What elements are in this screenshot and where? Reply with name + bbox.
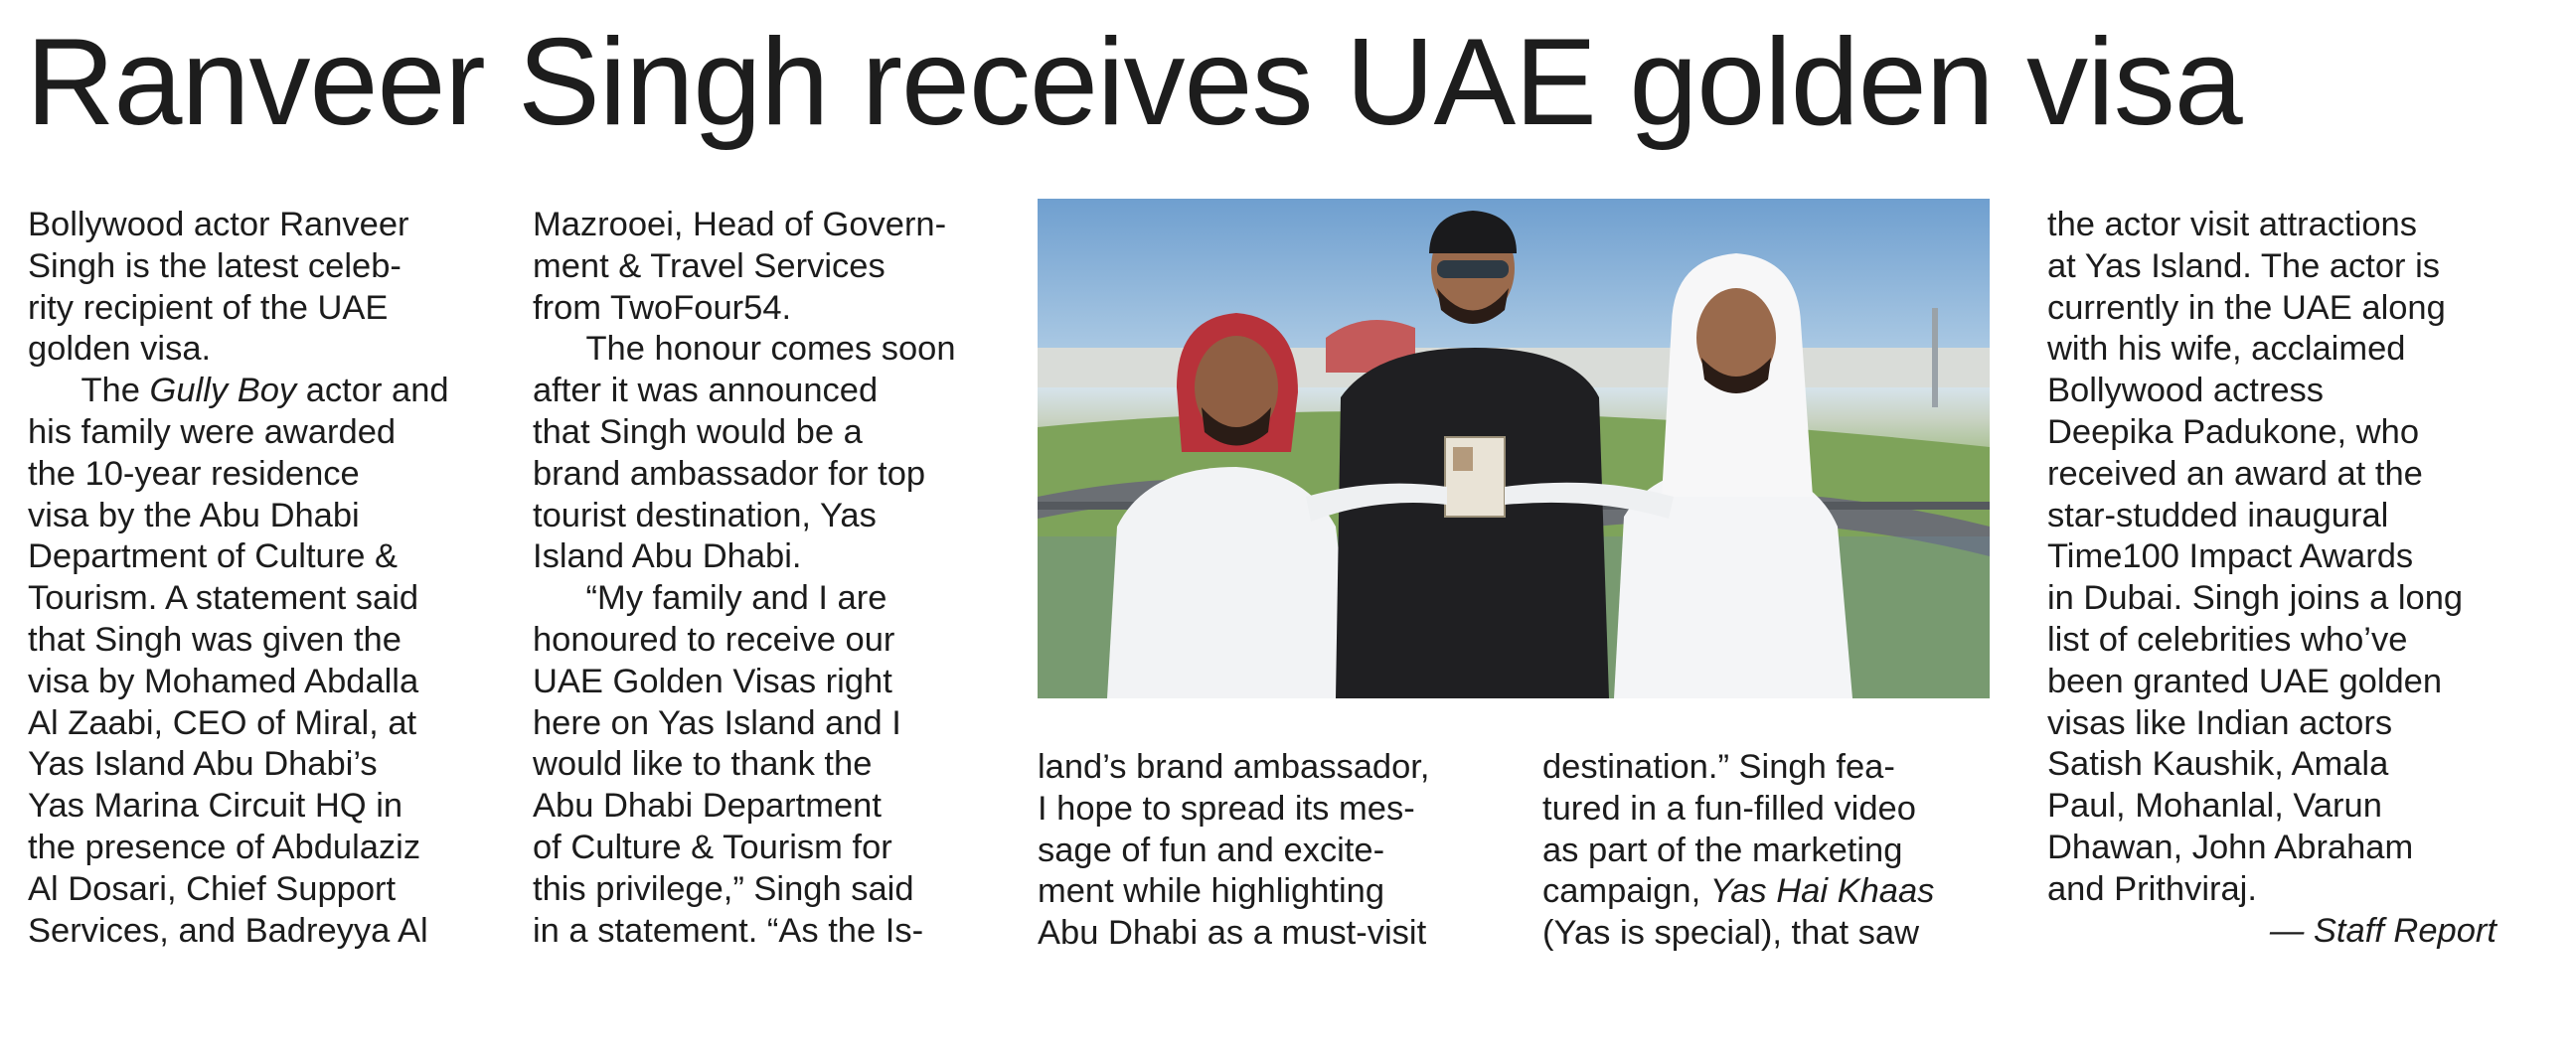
text-line: would like to thank the xyxy=(533,745,873,784)
text-line: that Singh was given the xyxy=(28,620,402,659)
paragraph-quote xyxy=(533,578,990,620)
text-line: the 10-year residence xyxy=(28,454,360,493)
text-line: Island Abu Dhabi. xyxy=(533,537,802,576)
text-line: star-studded inaugural xyxy=(2047,496,2389,534)
text-line: Services, and Badreyya Al xyxy=(28,911,428,950)
text-line: Al Zaabi, CEO of Miral, at xyxy=(28,703,417,742)
text-line: here on Yas Island and I xyxy=(533,703,901,742)
text-line: brand ambassador for top xyxy=(533,454,926,493)
paragraph-honour-cont xyxy=(533,371,990,578)
text-line: The honour comes soon xyxy=(585,330,956,369)
paragraph-continued xyxy=(533,205,990,329)
text-line: after it was announced xyxy=(533,372,879,410)
paragraph-video xyxy=(1542,747,1990,955)
text-line: currently in the UAE along xyxy=(2047,288,2446,327)
text-line: Abu Dhabi as a must-visit xyxy=(1038,914,1427,953)
middle-man-cap xyxy=(1429,211,1517,253)
text-line: ment while highlighting xyxy=(1038,872,1385,911)
campaign-title: Yas Hai Khaas xyxy=(1709,872,1935,911)
text-line: tured in a fun-filled video xyxy=(1542,789,1916,828)
text-line: Mazrooei, Head of Govern- xyxy=(533,206,947,243)
text-line: visa by Mohamed Abdalla xyxy=(28,662,419,700)
headline: Ranveer Singh receives UAE golden visa xyxy=(26,14,2242,151)
paragraph-intro xyxy=(28,205,475,371)
text-line: Bollywood actor Ranveer xyxy=(28,206,409,243)
sunglasses xyxy=(1437,260,1509,278)
paragraph-award xyxy=(28,371,475,412)
text-line: been granted UAE golden xyxy=(2047,662,2443,700)
text-line: with his wife, acclaimed xyxy=(2047,330,2406,369)
text-line: ment & Travel Services xyxy=(533,246,886,285)
text-line: Deepika Padukone, who xyxy=(2047,412,2420,451)
paragraph-quote-cont xyxy=(1038,747,1485,955)
article-photo xyxy=(1038,199,1990,698)
text-line: I hope to spread its mes- xyxy=(1038,789,1415,828)
photo-illustration xyxy=(1038,199,1990,698)
text-line: the presence of Abdulaziz xyxy=(28,828,421,866)
text-line: UAE Golden Visas right xyxy=(533,662,892,700)
text-line: visas like Indian actors xyxy=(2047,703,2393,742)
text-run: campaign, xyxy=(1542,872,1710,911)
byline: — Staff Report xyxy=(2269,911,2496,950)
article-column-1 xyxy=(28,205,475,952)
text-line: tourist destination, Yas xyxy=(533,496,877,534)
text-line: Paul, Mohanlal, Varun xyxy=(2047,787,2382,826)
text-line: Tourism. A statement said xyxy=(28,579,419,618)
text-line: in Dubai. Singh joins a long xyxy=(2047,579,2464,618)
text-line: rity recipient of the UAE xyxy=(28,288,389,327)
text-line: of Culture & Tourism for xyxy=(533,828,892,866)
text-line: golden visa. xyxy=(28,330,212,369)
text-line: Time100 Impact Awards xyxy=(2047,537,2414,576)
text-line xyxy=(28,371,475,412)
text-line: land’s brand ambassador, xyxy=(1038,748,1430,786)
text-line: honoured to receive our xyxy=(533,620,895,659)
article-column-5 xyxy=(2047,205,2514,952)
text-line: visa by the Abu Dhabi xyxy=(28,496,360,534)
text-line: his family were awarded xyxy=(28,412,397,451)
text-line: destination.” Singh fea- xyxy=(1542,748,1895,786)
article-column-3 xyxy=(1038,747,1485,955)
text-line: Department of Culture & xyxy=(28,537,399,576)
text-line: Yas Marina Circuit HQ in xyxy=(28,787,403,826)
text-line: “My family and I are xyxy=(585,579,887,618)
paragraph-honour xyxy=(533,329,990,371)
text-line: sage of fun and excite- xyxy=(1038,831,1385,869)
light-tower xyxy=(1932,308,1938,407)
middle-man-jacket xyxy=(1336,348,1609,698)
paragraph-closing xyxy=(2047,205,2514,911)
text-line: Satish Kaushik, Amala xyxy=(2047,745,2389,784)
text-line: Bollywood actress xyxy=(2047,372,2325,410)
text-line: (Yas is special), that saw xyxy=(1542,914,1919,953)
text-line: Abu Dhabi Department xyxy=(533,787,882,826)
text-line: that Singh would be a xyxy=(533,412,863,451)
text-line: list of celebrities who’ve xyxy=(2047,620,2408,659)
text-line: Yas Island Abu Dhabi’s xyxy=(28,745,378,784)
article-column-4 xyxy=(1542,747,1990,955)
text-line: received an award at the xyxy=(2047,454,2423,493)
text-line: this privilege,” Singh said xyxy=(533,869,914,908)
text-run: actor and xyxy=(296,372,449,410)
paragraph-award-cont xyxy=(28,412,475,952)
text-line: and Prithviraj. xyxy=(2047,869,2257,908)
text-line: Singh is the latest celeb- xyxy=(28,246,402,285)
text-line: the actor visit attractions xyxy=(2047,206,2417,243)
text-line: Dhawan, John Abraham xyxy=(2047,828,2414,866)
text-line: as part of the marketing xyxy=(1542,831,1903,869)
paragraph-quote-cont xyxy=(533,620,990,952)
text-line: in a statement. “As the Is- xyxy=(533,911,924,950)
text-run: The xyxy=(80,372,150,410)
passport-photo xyxy=(1453,447,1473,471)
text-line xyxy=(1542,871,1990,913)
film-title: Gully Boy xyxy=(149,372,297,410)
text-line: from TwoFour54. xyxy=(533,288,792,327)
article-column-2 xyxy=(533,205,990,952)
text-line: at Yas Island. The actor is xyxy=(2047,246,2441,285)
text-line: Al Dosari, Chief Support xyxy=(28,869,397,908)
